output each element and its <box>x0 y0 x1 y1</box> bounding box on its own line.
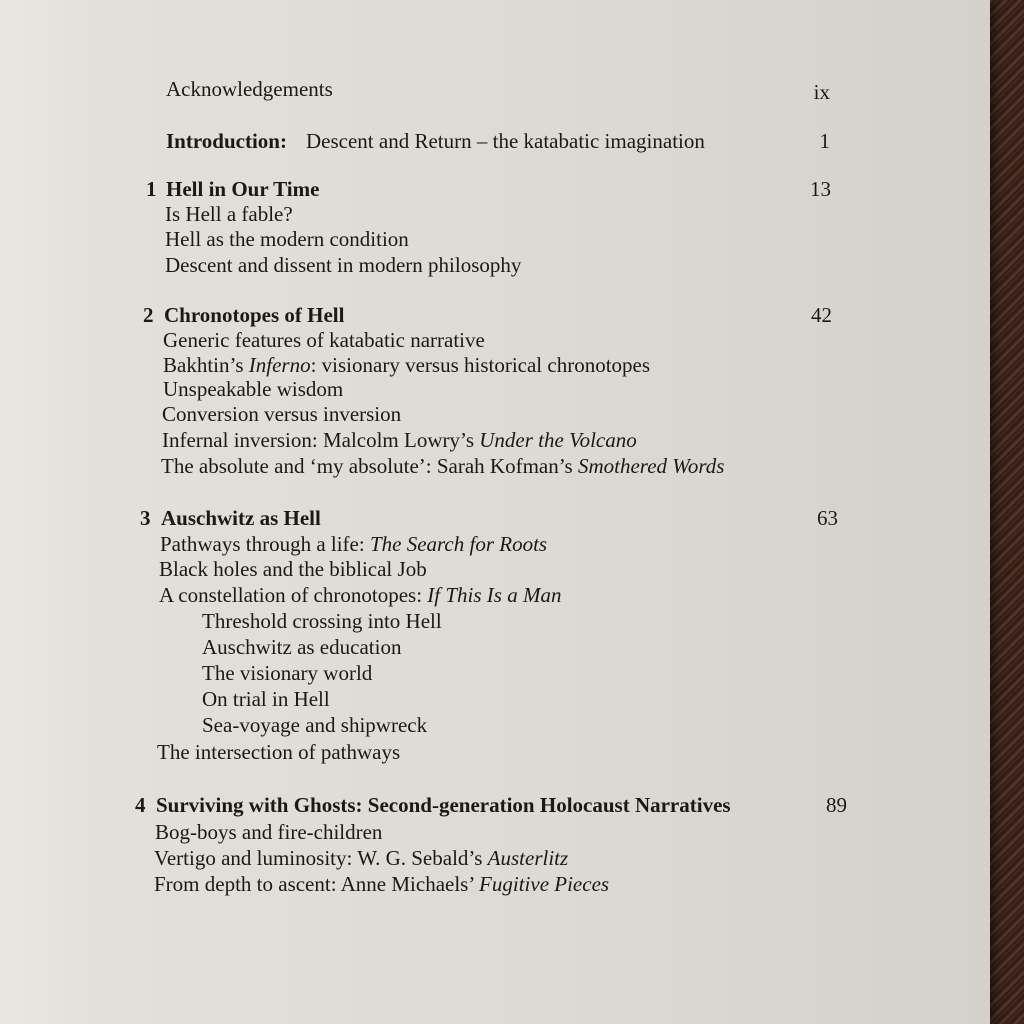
acknowledgements-page: ix <box>813 80 830 104</box>
section-entry <box>162 428 637 453</box>
section-entry: Hell as the modern condition <box>165 227 409 251</box>
subsection-entry: On trial in Hell <box>202 687 330 711</box>
section-italic-title: Inferno <box>248 353 311 377</box>
introduction-label: Introduction: <box>166 129 287 153</box>
section-entry <box>154 846 568 871</box>
chapter-title: Surviving with Ghosts: Second-generation Holocaust Narratives <box>156 793 731 817</box>
chapter-number: 2 <box>143 303 154 327</box>
chapter-page: 89 <box>826 793 847 817</box>
chapter-page: 42 <box>811 303 832 327</box>
subsection-entry: The visionary world <box>202 661 373 685</box>
section-italic-title: The Search for Roots <box>369 532 548 556</box>
subsection-entry: Sea-voyage and shipwreck <box>202 713 428 737</box>
chapter-number: 3 <box>140 506 151 530</box>
section-entry <box>161 454 724 479</box>
section-text: From depth to ascent: Anne Michaels’ <box>154 872 480 896</box>
section-italic-title: Austerlitz <box>487 846 569 870</box>
section-entry: Black holes and the biblical Job <box>159 557 427 581</box>
section-italic-title: Under the Volcano <box>479 428 637 452</box>
section-entry <box>159 583 561 608</box>
introduction-title: Descent and Return – the katabatic imagination <box>306 129 705 153</box>
chapter-title: Auschwitz as Hell <box>161 506 321 530</box>
section-italic-title: If This Is a Man <box>427 583 562 607</box>
section-entry: The intersection of pathways <box>157 740 401 764</box>
subsection-entry: Threshold crossing into Hell <box>202 609 442 633</box>
section-text: Vertigo and luminosity: W. G. Sebald’s <box>154 846 488 870</box>
section-entry <box>154 872 609 897</box>
section-entry: Generic features of katabatic narrative <box>163 328 485 352</box>
section-text: The absolute and ‘my absolute’: Sarah Kofman’s <box>161 454 578 478</box>
chapter-title: Hell in Our Time <box>166 177 320 201</box>
section-text: Pathways through a life: <box>160 532 370 556</box>
chapter-number: 4 <box>135 793 146 817</box>
section-entry: Unspeakable wisdom <box>163 377 344 401</box>
section-italic-title: Smothered Words <box>577 454 725 478</box>
section-entry: Is Hell a fable? <box>165 202 293 226</box>
section-entry <box>160 532 547 557</box>
section-entry: Conversion versus inversion <box>162 402 402 426</box>
acknowledgements-entry: Acknowledgements <box>166 77 333 101</box>
chapter-number: 1 <box>146 177 157 201</box>
section-text: Bakhtin’s <box>163 353 249 377</box>
section-text: : visionary versus historical chronotopes <box>310 353 651 377</box>
section-entry: Bog-boys and fire-children <box>155 820 383 844</box>
section-italic-title: Fugitive Pieces <box>479 872 610 896</box>
section-entry: Descent and dissent in modern philosophy <box>165 253 522 277</box>
section-entry <box>163 353 650 378</box>
chapter-page: 13 <box>810 177 831 201</box>
section-text: Infernal inversion: Malcolm Lowry’s <box>162 428 480 452</box>
section-text: A constellation of chronotopes: <box>159 583 428 607</box>
chapter-title: Chronotopes of Hell <box>164 303 345 327</box>
introduction-page: 1 <box>819 129 830 153</box>
chapter-page: 63 <box>817 506 838 530</box>
subsection-entry: Auschwitz as education <box>202 635 402 659</box>
